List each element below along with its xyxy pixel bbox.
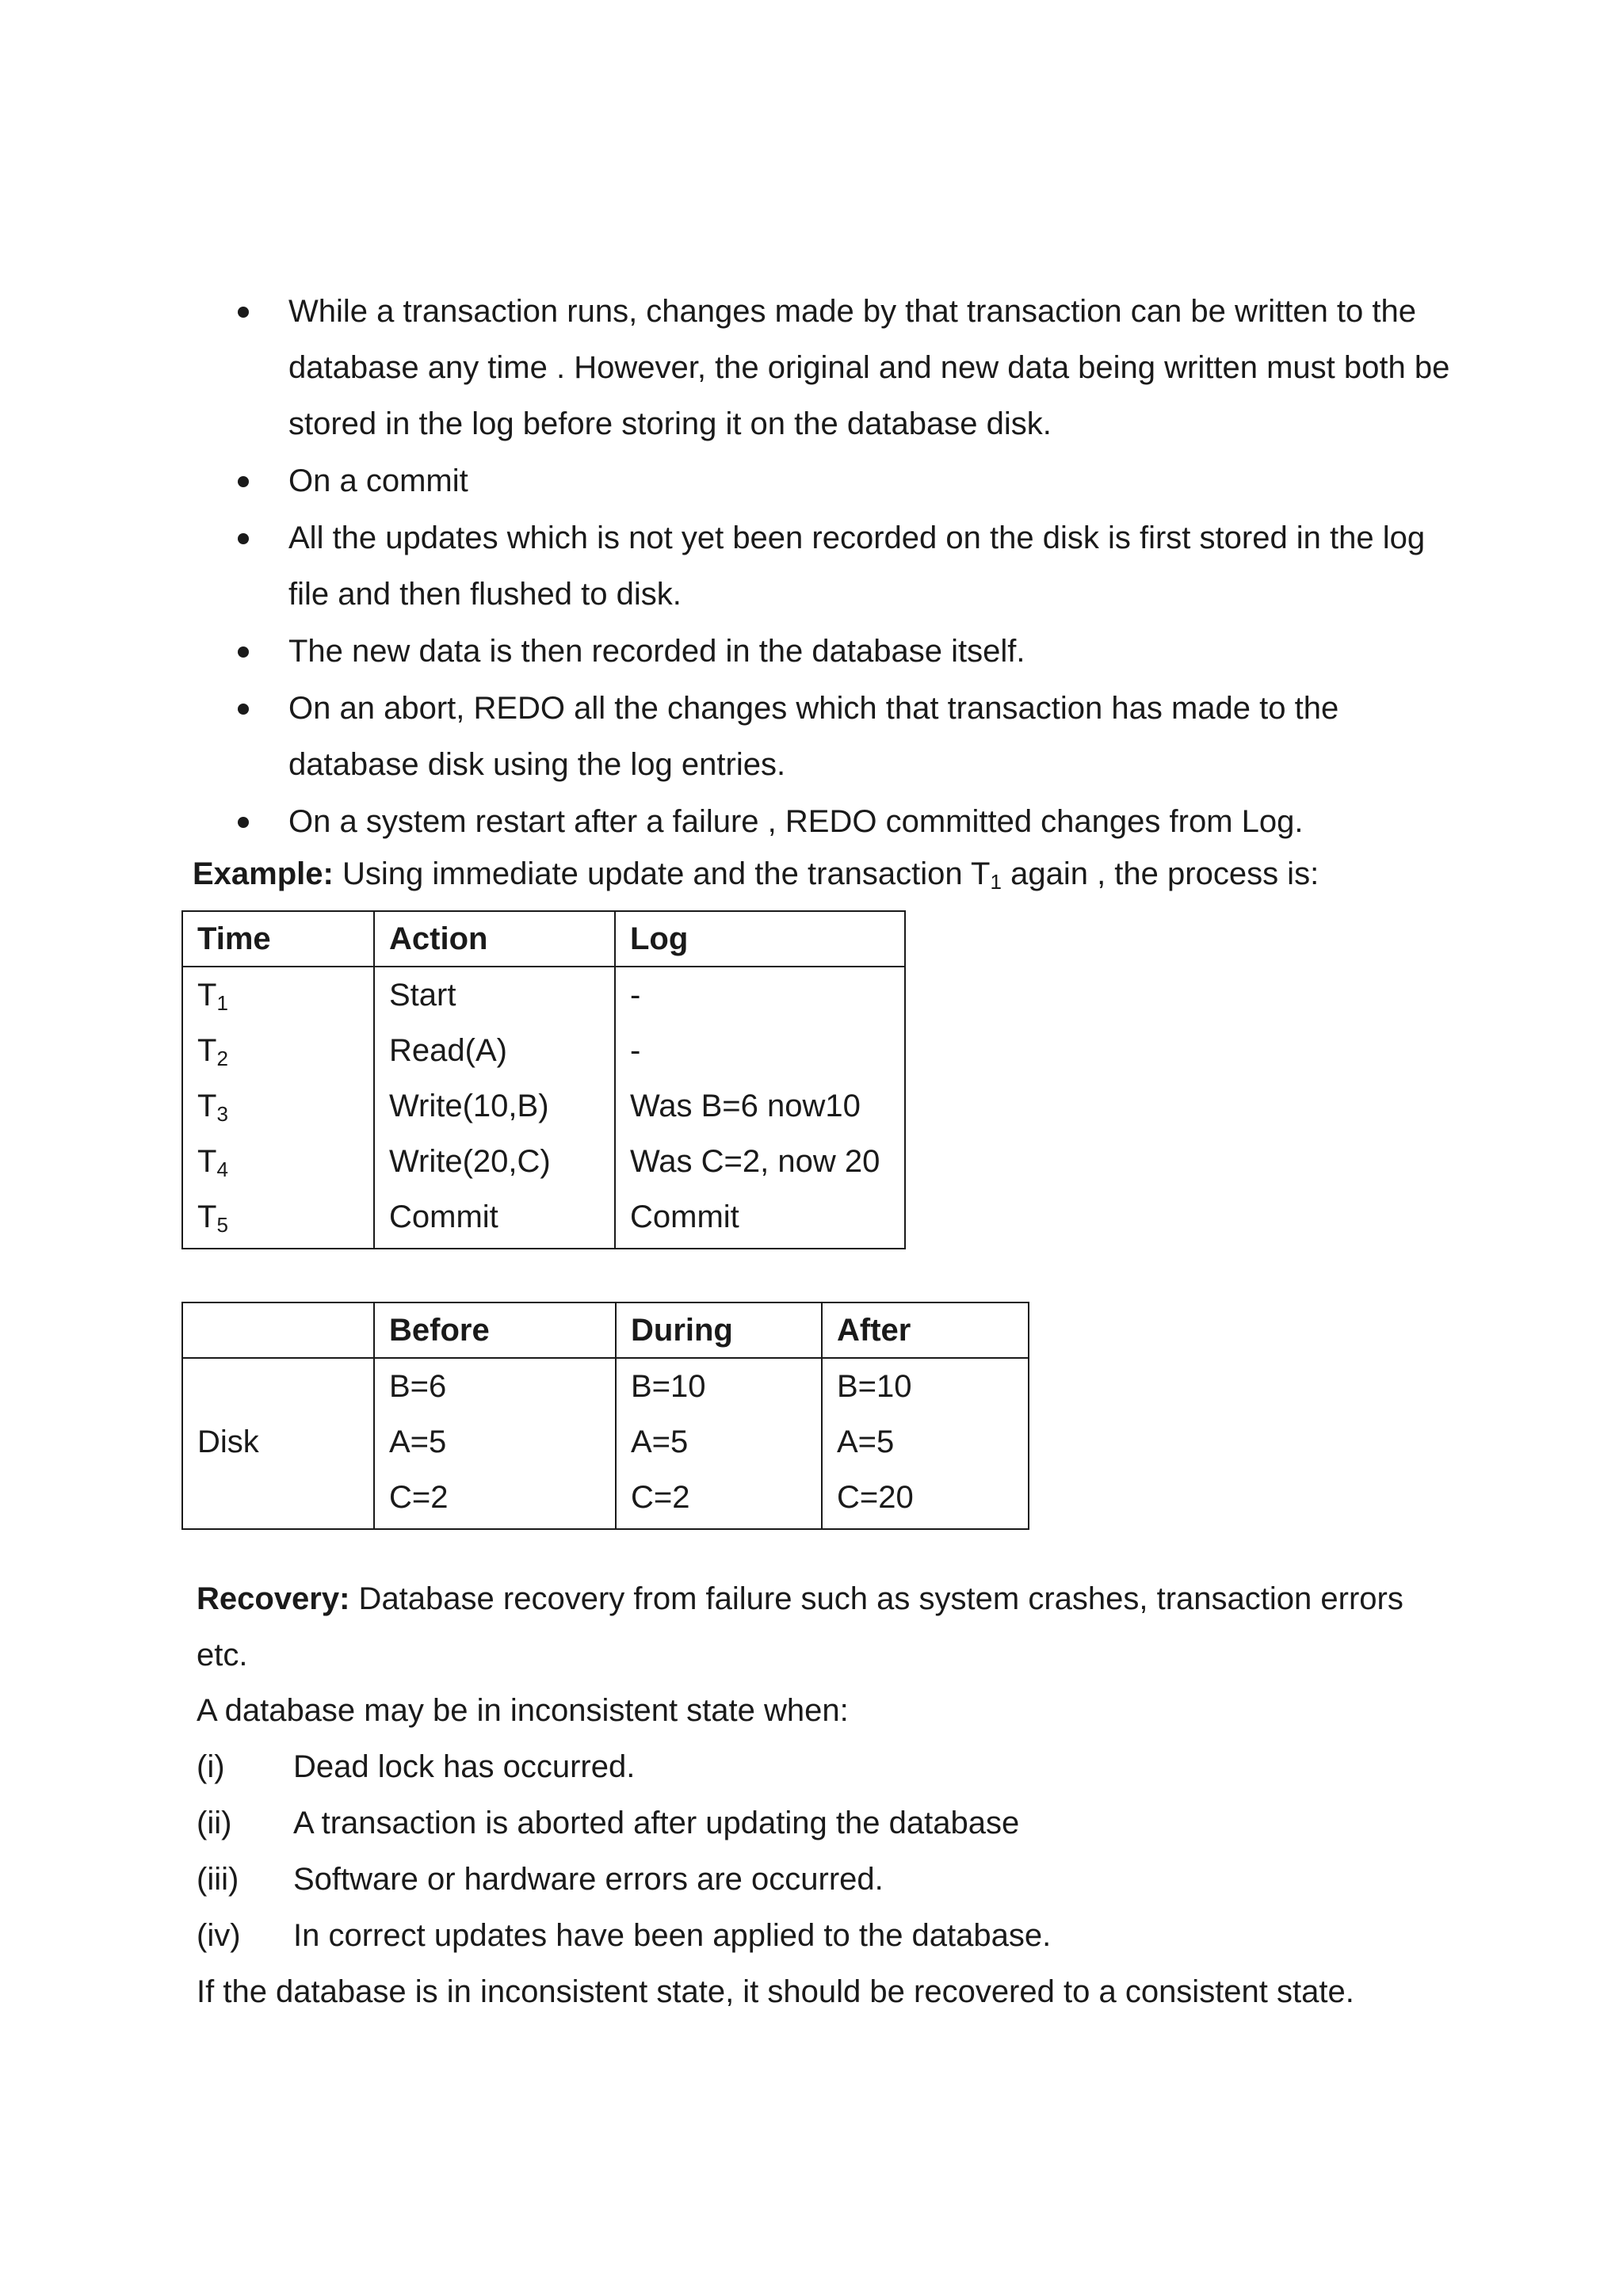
disk-state-table xyxy=(181,1302,1029,1530)
list-item: (ii) A transaction is aborted after updating the database xyxy=(197,1806,1020,1840)
after-cell: B=10 A=5 C=20 xyxy=(822,1358,1029,1529)
conclusion-paragraph: If the database is in inconsistent state, it should be recovered to a consistent state. xyxy=(197,1974,1354,2009)
recovery-paragraph: Recovery: Database recovery from failure such as system crashes, transaction errors xyxy=(197,1581,1403,1616)
bullet-dot-icon xyxy=(238,704,249,715)
log-cell: Commit xyxy=(615,1189,905,1249)
log-table xyxy=(181,910,906,1249)
during-cell: B=10 A=5 C=2 xyxy=(616,1358,822,1529)
column-header: During xyxy=(616,1302,822,1358)
list-item: (iv) In correct updates have been applied to the database. xyxy=(197,1918,1052,1953)
column-header: Time xyxy=(182,911,374,967)
bullet-item: The new data is then recorded in the database itself. xyxy=(238,624,1474,680)
column-header: Log xyxy=(615,911,905,967)
log-cell: Was B=6 now10 xyxy=(615,1078,905,1134)
table-row xyxy=(182,1134,905,1189)
bullet-item: On a system restart after a failure , REDO committed changes from Log. xyxy=(238,794,1474,850)
log-cell: Was C=2, now 20 xyxy=(615,1134,905,1189)
list-item: (iii) Software or hardware errors are occurred. xyxy=(197,1862,884,1897)
column-header xyxy=(182,1302,374,1358)
recovery-paragraph-continued: etc. xyxy=(197,1638,248,1672)
bullet-item: All the updates which is not yet been recorded on the disk is first stored in the log file and then flushed to disk. xyxy=(238,510,1474,623)
column-header: After xyxy=(822,1302,1029,1358)
bullet-list xyxy=(238,284,1474,851)
table-header-row xyxy=(182,911,905,967)
bullet-dot-icon xyxy=(238,817,249,828)
column-header: Action xyxy=(374,911,615,967)
log-cell: - xyxy=(615,967,905,1023)
action-cell: Write(20,C) xyxy=(374,1134,615,1189)
inconsistent-intro: A database may be in inconsistent state when: xyxy=(197,1693,849,1728)
bullet-dot-icon xyxy=(238,476,249,487)
action-cell: Start xyxy=(374,967,615,1023)
bullet-dot-icon xyxy=(238,307,249,318)
table-row xyxy=(182,1189,905,1249)
bullet-dot-icon xyxy=(238,646,249,658)
bullet-dot-icon xyxy=(238,533,249,544)
disk-label-cell: Disk xyxy=(182,1358,374,1529)
table-row xyxy=(182,1023,905,1078)
table-header-row xyxy=(182,1302,1029,1358)
table-row xyxy=(182,1078,905,1134)
table-row xyxy=(182,967,905,1023)
column-header: Before xyxy=(374,1302,616,1358)
bullet-item: On a commit xyxy=(238,453,1474,509)
time-cell: $T_4$ xyxy=(182,1134,374,1189)
time-cell: $T_1$ xyxy=(182,967,374,1023)
table-row xyxy=(182,1358,1029,1529)
example-paragraph: Example: Using immediate update and the transaction $T_1$ again , the process is: xyxy=(193,856,1319,894)
before-cell: B=6 A=5 C=2 xyxy=(374,1358,616,1529)
list-item: (i) Dead lock has occurred. xyxy=(197,1749,636,1784)
action-cell: Commit xyxy=(374,1189,615,1249)
time-cell: $T_2$ xyxy=(182,1023,374,1078)
action-cell: Write(10,B) xyxy=(374,1078,615,1134)
time-cell: $T_5$ xyxy=(182,1189,374,1249)
bullet-item: While a transaction runs, changes made by that transaction can be written to the database any time . However, the original and new data being written must both be stored in the log before storing it on the database disk. xyxy=(238,284,1474,452)
time-cell: $T_3$ xyxy=(182,1078,374,1134)
bullet-item: On an abort, REDO all the changes which that transaction has made to the database disk using the log entries. xyxy=(238,681,1474,793)
action-cell: Read(A) xyxy=(374,1023,615,1078)
log-cell: - xyxy=(615,1023,905,1078)
conditions-list xyxy=(197,1739,1051,1964)
